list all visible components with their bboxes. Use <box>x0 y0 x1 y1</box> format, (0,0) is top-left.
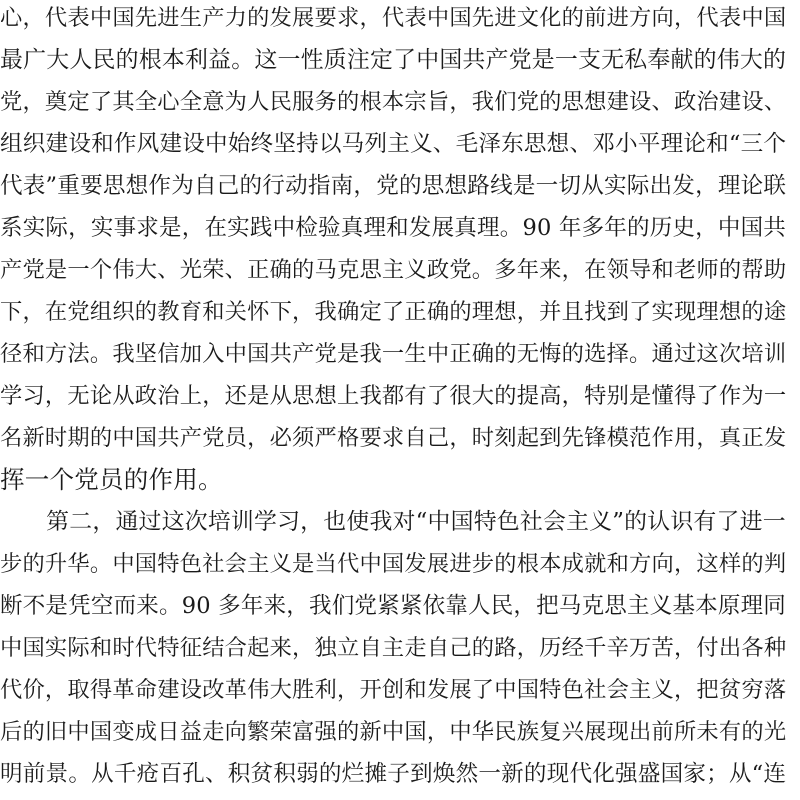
text-line-6: 系实际，实事求是，在实践中检验真理和发展真理。90 年多年的历史，中国共 <box>0 215 787 241</box>
text-line-15: 断不是凭空而来。90 多年来，我们党紧紧依靠人民，把马克思主义基本原理同 <box>0 593 787 619</box>
text-line-19: 明前景。从千疮百孔、积贫积弱的烂摊子到焕然一新的现代化强盛国家；从“连 <box>0 761 787 787</box>
text-line-2: 最广大人民的根本利益。这一性质注定了中国共产党是一支无私奉献的伟大的 <box>0 47 787 73</box>
text-line-17: 代价，取得革命建设改革伟大胜利，开创和发展了中国特色社会主义，把贫穷落 <box>0 677 787 703</box>
text-line-11: 名新时期的中国共产党员，必须严格要求自己，时刻起到先锋模范作用，真正发 <box>0 425 787 451</box>
text-line-13: 第二，通过这次培训学习，也使我对“中国特色社会主义”的认识有了进一 <box>0 509 786 535</box>
text-line-1: 心，代表中国先进生产力的发展要求，代表中国先进文化的前进方向，代表中国 <box>0 5 787 31</box>
text-line-5: 代表”重要思想作为自己的行动指南，党的思想路线是一切从实际出发，理论联 <box>0 173 787 199</box>
text-line-4: 组织建设和作风建设中始终坚持以马列主义、毛泽东思想、邓小平理论和“三个 <box>0 131 787 157</box>
text-line-10: 学习，无论从政治上，还是从思想上我都有了很大的提高，特别是懂得了作为一 <box>0 383 787 409</box>
text-line-8: 下，在党组织的教育和关怀下，我确定了正确的理想，并且找到了实现理想的途 <box>0 299 787 325</box>
text-line-7: 产党是一个伟大、光荣、正确的马克思主义政党。多年来，在领导和老师的帮助 <box>0 257 787 283</box>
text-line-9: 径和方法。我坚信加入中国共产党是我一生中正确的无悔的选择。通过这次培训 <box>0 341 787 367</box>
text-line-14: 步的升华。中国特色社会主义是当代中国发展进步的根本成就和方向，这样的判 <box>0 551 787 577</box>
text-line-18: 后的旧中国变成日益走向繁荣富强的新中国，中华民族复兴展现出前所未有的光 <box>0 719 787 745</box>
text-line-12: 挥一个党员的作用。 <box>0 465 223 494</box>
text-line-3: 党，奠定了其全心全意为人民服务的根本宗旨，我们党的思想建设、政治建设、 <box>0 89 787 115</box>
text-line-16: 中国实际和时代特征结合起来，独立自主走自己的路，历经千辛万苦，付出各种 <box>0 635 787 661</box>
